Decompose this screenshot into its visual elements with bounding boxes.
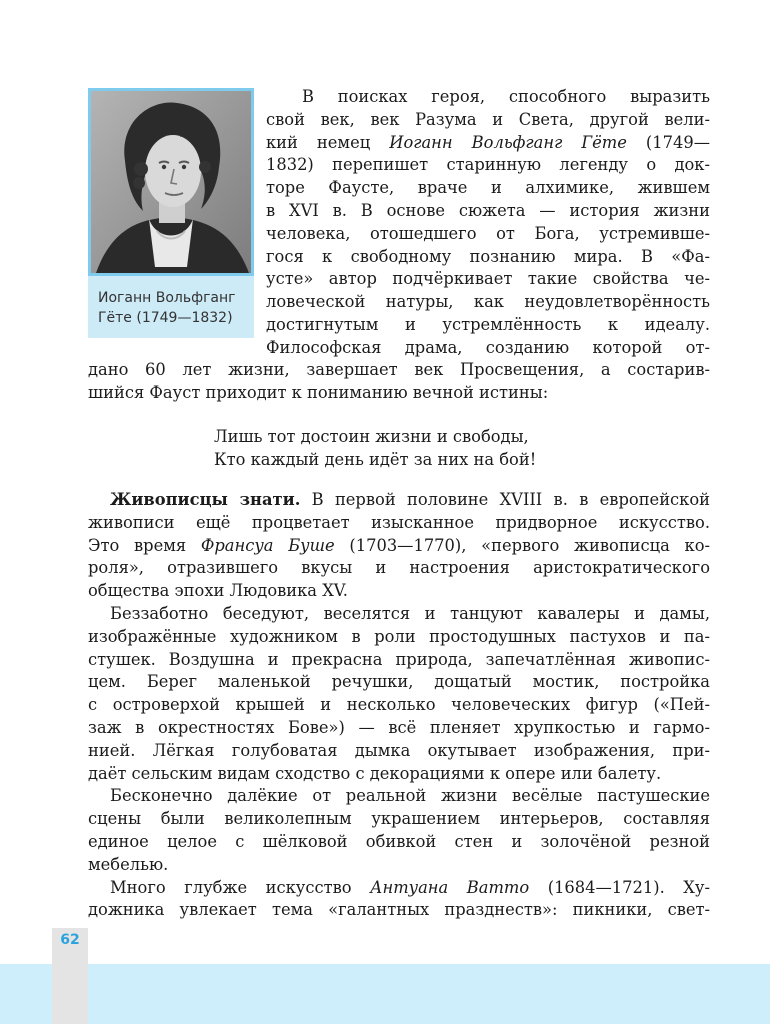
text-line: единое целое с шёлковой обивкой стен и золочёной резной	[88, 831, 710, 851]
poem-quote	[214, 426, 536, 472]
bottom-band	[0, 964, 770, 1024]
text-line: ловеческой натуры, как неудовлетворённость	[266, 292, 710, 312]
poem-line: Кто каждый день идёт за них на бой!	[214, 449, 537, 469]
caption-line: Иоганн Вольфганг	[98, 290, 236, 306]
text-line: шийся Фауст приходит к пониманию вечной истины:	[88, 382, 549, 402]
text-line: Живописцы знати. В первой половине XVIII в. в европейской	[110, 490, 710, 509]
text-line: Бесконечно далёкие от реальной жизни весёлые пастушеские	[110, 786, 710, 806]
text-line: свой век, век Разума и Света, другой вели-	[266, 109, 710, 129]
text-line: дожника увлекает тема «галантных празднеств»: пикники, свет-	[88, 900, 710, 920]
text-line: В поисках героя, способного выразить	[302, 87, 710, 106]
text-line: стушек. Воздушна и прекрасна природа, запечатлённая живопис-	[88, 649, 710, 669]
page-number: 62	[60, 932, 80, 948]
text-line: общества эпохи Людовика XV.	[88, 581, 348, 601]
text-line: кий немец Иоганн Вольфганг Гёте (1749—	[266, 132, 710, 152]
goethe-portrait	[88, 88, 254, 276]
text-line: с островерхой крышей и несколько человеческих фигур («Пей-	[88, 695, 710, 715]
text-line: достигнутым и устремлённость к идеалу.	[266, 314, 710, 334]
person-name: Иоганн Вольфганг Гёте	[389, 132, 627, 152]
text-line: Много глубже искусство Антуана Ватто (1684—1721). Ху-	[110, 877, 710, 897]
text-line: Философская драма, созданию которой от-	[266, 337, 710, 357]
section-painters	[88, 489, 710, 922]
text-line: гося к свободному познанию мира. В «Фа-	[266, 246, 710, 266]
person-name: Антуана Ватто	[370, 877, 530, 897]
text-line: в XVI в. В основе сюжета — история жизни	[266, 200, 710, 220]
text-line: Это время Франсуа Буше (1703—1770), «первого живописца ко-	[88, 535, 711, 555]
text-line: дано 60 лет жизни, завершает век Просвещения, а состарив-	[88, 360, 710, 379]
person-name: Франсуа Буше	[200, 535, 335, 555]
intro-paragraph-continued	[88, 359, 710, 405]
text-line: мебелью.	[88, 854, 169, 874]
text-line: живописи ещё процветает изысканное придворное искусство.	[88, 512, 710, 532]
section-heading: Живописцы знати.	[110, 490, 301, 509]
portrait-figure	[88, 88, 254, 338]
text-line: торе Фаусте, враче и алхимике, жившем	[266, 178, 710, 198]
poem-line: Лишь тот достоин жизни и свободы,	[214, 427, 529, 446]
text-line: цем. Берег маленькой речушки, дощатый мостик, постройка	[88, 672, 710, 692]
text-line: усте» автор подчёркивает такие свойства че-	[266, 269, 710, 289]
text-line: человека, отошедшего от Бога, устремивше-	[266, 223, 710, 243]
text-line: заж в окрестностях Бове») — всё пленяет хрупкостью и гармо-	[88, 717, 710, 737]
text-line: роля», отразившего вкусы и настроения аристократического	[88, 558, 710, 578]
text-line: изображённые художником в роли простодушных пастухов и па-	[88, 626, 710, 646]
text-line: даёт сельским видам сходство с декорациями к опере или балету.	[88, 763, 662, 783]
text-line: сцены были великолепным украшением интерьеров, составляя	[88, 809, 710, 829]
text-line: нией. Лёгкая голубоватая дымка окутывает изображения, при-	[88, 740, 710, 760]
intro-paragraph	[266, 86, 710, 360]
portrait-caption	[98, 288, 248, 328]
caption-line: Гёте (1749—1832)	[98, 310, 233, 326]
portrait-illustration	[91, 91, 251, 273]
text-line: Беззаботно беседуют, веселятся и танцуют кавалеры и дамы,	[110, 603, 710, 623]
text-line: 1832) перепишет старинную легенду о док-	[266, 155, 710, 175]
